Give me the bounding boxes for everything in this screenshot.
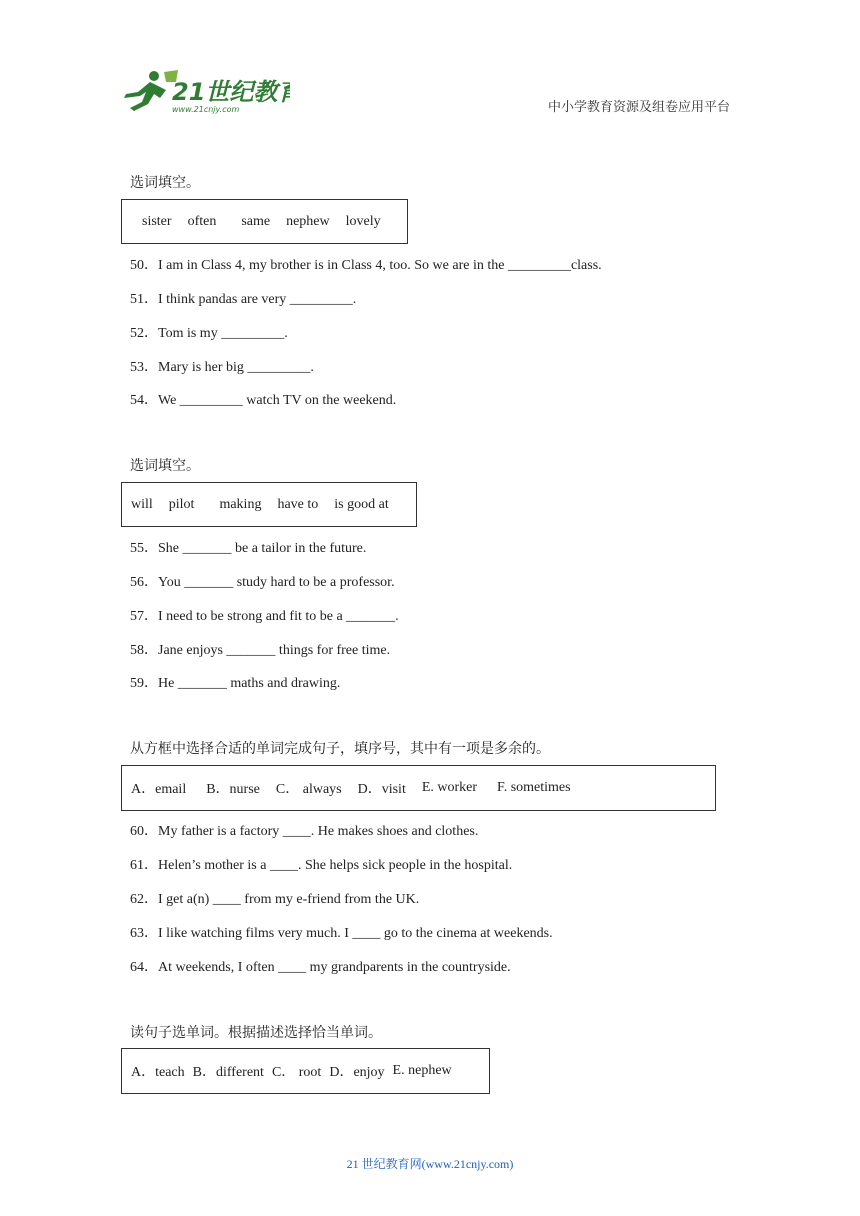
word-option: pilot — [168, 496, 195, 512]
word-option: D．visit — [357, 782, 406, 797]
question-57: 57．I need to be strong and fit to be a _______. — [130, 609, 399, 624]
word-option: lovely — [345, 213, 381, 229]
platform-name: 中小学教育资源及组卷应用平台 — [547, 100, 730, 115]
word-option: same — [241, 213, 271, 229]
word-option: D．enjoy — [329, 1065, 385, 1080]
logo-text: 21世纪教育 — [172, 78, 290, 106]
logo — [120, 68, 290, 116]
question-61: 61．Helen’s mother is a ____. She helps sick people in the hospital. — [130, 858, 513, 873]
logo-url: www.21cnjy.com — [172, 105, 240, 114]
question-60: 60．My father is a factory ____. He makes shoes and clothes. — [130, 824, 479, 839]
word-option: E. nephew — [392, 1063, 452, 1078]
word-option: C． always — [275, 782, 342, 797]
question-63: 63．I like watching films very much. I ____ go to the cinema at weekends. — [130, 926, 553, 941]
question-51: 51．I think pandas are very _________. — [130, 292, 357, 307]
section-1-title: 选词填空。 — [130, 175, 200, 191]
question-50: 50．I am in Class 4, my brother is in Class 4, too. So we are in the _________class. — [130, 258, 602, 273]
footer-text: 21 世纪教育网(www.21cnjy.com) — [346, 1157, 514, 1171]
logo-runner-icon — [120, 68, 290, 116]
question-56: 56．You _______ study hard to be a professor. — [130, 575, 395, 590]
question-53: 53．Mary is her big _________. — [130, 360, 314, 375]
question-55: 55．She _______ be a tailor in the future. — [130, 541, 367, 556]
question-64: 64．At weekends, I often ____ my grandparents in the countryside. — [130, 960, 511, 975]
word-option: A．email — [131, 782, 187, 797]
word-option: E. worker — [421, 780, 478, 795]
section-4-word-box — [121, 1048, 490, 1094]
word-option: A．teach — [131, 1065, 185, 1080]
word-option: is good at — [334, 496, 389, 512]
word-option: sister — [142, 213, 172, 229]
word-option: F. sometimes — [497, 780, 571, 795]
word-option: often — [187, 213, 217, 229]
word-option: B．nurse — [206, 782, 260, 797]
word-option: C． root — [271, 1065, 322, 1080]
section-3-title: 从方框中选择合适的单词完成句子，填序号，其中有一项是多余的。 — [130, 741, 550, 757]
section-3-word-box — [121, 765, 716, 811]
section-1-word-box — [121, 199, 408, 244]
word-option: B．different — [192, 1065, 264, 1080]
word-option: making — [219, 496, 262, 512]
word-option: have to — [277, 496, 319, 512]
question-52: 52．Tom is my _________. — [130, 326, 288, 341]
question-59: 59．He _______ maths and drawing. — [130, 676, 341, 691]
word-option: will — [131, 496, 153, 512]
section-2-title: 选词填空。 — [130, 458, 200, 474]
question-62: 62．I get a(n) ____ from my e-friend from the UK. — [130, 892, 420, 907]
section-4-title: 读句子选单词。根据描述选择恰当单词。 — [130, 1025, 382, 1041]
question-54: 54．We _________ watch TV on the weekend. — [130, 393, 397, 408]
section-2-word-box — [121, 482, 417, 527]
word-option: nephew — [286, 213, 330, 229]
question-58: 58．Jane enjoys _______ things for free time. — [130, 643, 391, 658]
